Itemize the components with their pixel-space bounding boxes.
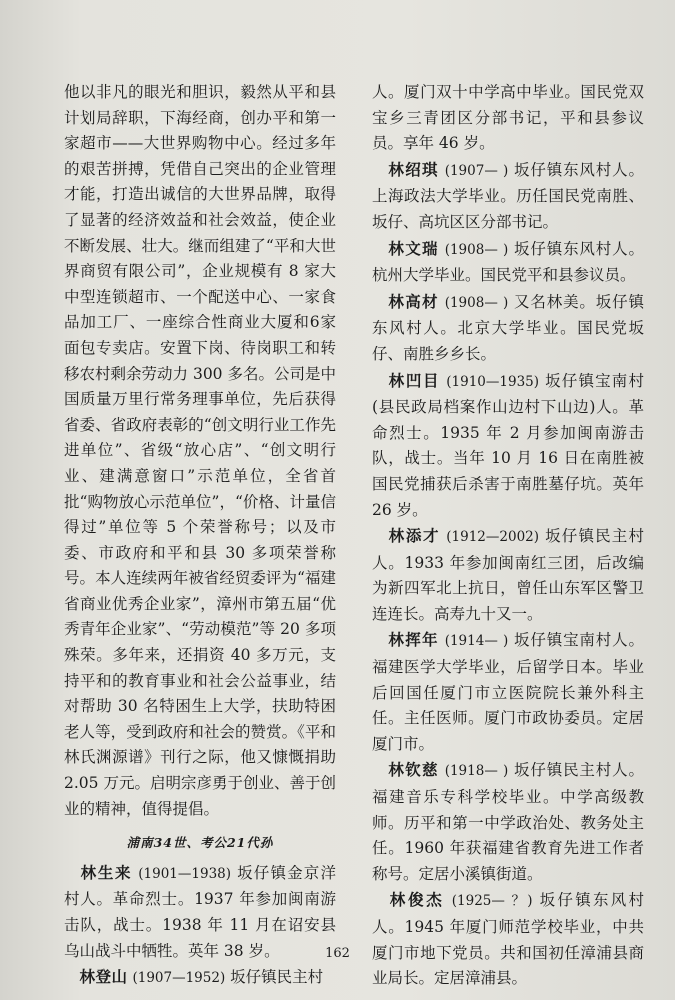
entry-text: 又名林美。坂仔镇东风村人。北京大学毕业。国民党坂仔、南胜乡乡长。	[372, 292, 644, 363]
entry-item	[372, 289, 644, 368]
entry-dates: (1925— ？)	[451, 893, 533, 910]
entry-text: 坂仔镇东风村人。杭州大学毕业。国民党平和县参议员。	[372, 239, 644, 285]
entry-name: 林俊杰	[389, 890, 445, 910]
entry-text: 坂仔镇东风村人。上海政法大学毕业。历任国民党南胜、坂仔、高坑区区分部书记。	[372, 160, 644, 231]
entry-text: 坂仔镇金京洋村人。革命烈士。1937 年参加闽南游击队，战士。1938 年 11 月在诏安县乌山战斗中牺牲。英年 38 岁。	[64, 863, 336, 960]
entry-dates: (1901—1938)	[138, 865, 232, 882]
entry-name: 林登山	[79, 967, 128, 987]
entry-name: 林文瑞	[388, 238, 439, 258]
entry-dates: (1912—2002)	[446, 529, 540, 546]
entry-text: 坂仔镇民主村人。福建音乐专科学校毕业。中学高级教师。历平和第一中学政治处、教务处主任。1960 年获福建省教育先进工作者称号。定居小溪镇街道。	[372, 761, 644, 883]
entry-text: 坂仔镇民主村人。1933 年参加闽南红三团，后改编为新四军北上抗日，曾任山东军区警卫连连长。高寿九十又一。	[372, 527, 644, 623]
entry-name: 林凹目	[388, 370, 441, 390]
entry-dates: (1914— )	[444, 633, 509, 650]
right-column	[372, 80, 644, 992]
entry-item	[372, 157, 644, 236]
entry-name: 林绍琪	[388, 159, 439, 179]
entry-item	[372, 887, 644, 991]
section-heading: 浦南34世、考公21代孙	[126, 835, 274, 851]
entry-name: 林挥年	[388, 630, 439, 650]
entry-name: 林高材	[388, 291, 439, 311]
entry-item	[372, 627, 644, 757]
entry-text: 坂仔镇宝南村(县民政局档案作山边村下山边)人。革命烈士。1935 年 2 月参加闽南游击队，战士。当年 10 月 16 日在南胜被国民党捕获后杀害于南胜墓仔坑。英年 26 岁。	[372, 371, 644, 519]
entry-item	[372, 236, 644, 289]
entry-item	[64, 964, 336, 992]
entry-text: 坂仔镇东风村人。1945 年厦门师范学校毕业，中共厦门市地下党员。共和国初任漳浦县商业局长。定居漳浦县。	[372, 891, 644, 988]
left-column	[64, 80, 336, 992]
entry-text: 坂仔镇民主村	[230, 968, 324, 987]
entry-dates: (1908— )	[444, 294, 509, 311]
entry-dates: (1907—1952)	[132, 970, 226, 987]
entry-name: 林添才	[388, 526, 441, 546]
entry-name: 林钦慈	[388, 760, 439, 780]
entry-continuation: 人。厦门双十中学高中毕业。国民党双宝乡三青团区分部书记，平和县参议员。享年 46 岁。	[372, 83, 644, 153]
entry-text: 坂仔镇宝南村人。福建医学大学毕业，后留学日本。毕业后回国任厦门市立医院院长兼外科主任。主任医师。厦门市政协委员。定居厦门市。	[372, 631, 644, 753]
page-number: 162	[325, 946, 350, 961]
entry-item	[372, 368, 644, 524]
entry-dates: (1918— )	[444, 763, 509, 780]
entry-name: 林生来	[80, 862, 133, 882]
bio-continuation: 他以非凡的眼光和胆识，毅然从平和县计划局辞职，下海经商，创办平和第一家超市——大世界购物中心。经过多年的艰苦拼搏，凭借自己突出的企业管理才能，打造出诚信的大世界品牌，取得了显著的经济效益和社会效益，使企业不断发展、壮大。继而组建了“平和大世界商贸有限公司”，企业规模有 8 家大中型连锁超市、一个配送中心、一家食品加工厂、一座综合性商业大厦和6家面包专卖店。安置下岗、待岗职工和转移农村剩余劳动力 300 多名。公司是中国质量万里行常务理事单位，先后获得省委、省政府表彰的“创文明行业工作先进单位”、省级“放心店”、“创文明行业、建满意窗口”示范单位，全省首批“购物放心示范单位”，“价格、计量信得过”单位等 5 个荣誉称号；以及市委、市政府和平和县 30 多项荣誉称号。本人连续两年被省经贸委评为“福建省商业优秀企业家”，漳州市第五届“优秀青年企业家”、“劳动模范”等 20 多项殊荣。多年来，还捐资 40 多万元，支持平和的教育事业和社会公益事业，结对帮助 30 名特困生上大学，扶助特困老人等，受到政府和社会的赞赏。《平和林氏渊源谱》刊行之际，他又慷慨捐助 2.05 万元。启明宗彦勇于创业、善于创业的精神，值得提倡。	[64, 83, 336, 818]
entry-dates: (1908— )	[444, 241, 509, 258]
entry-dates: (1910—1935)	[446, 373, 540, 390]
entry-dates: (1907— )	[444, 162, 509, 179]
entry-item	[372, 757, 644, 887]
entry-item	[372, 523, 644, 627]
